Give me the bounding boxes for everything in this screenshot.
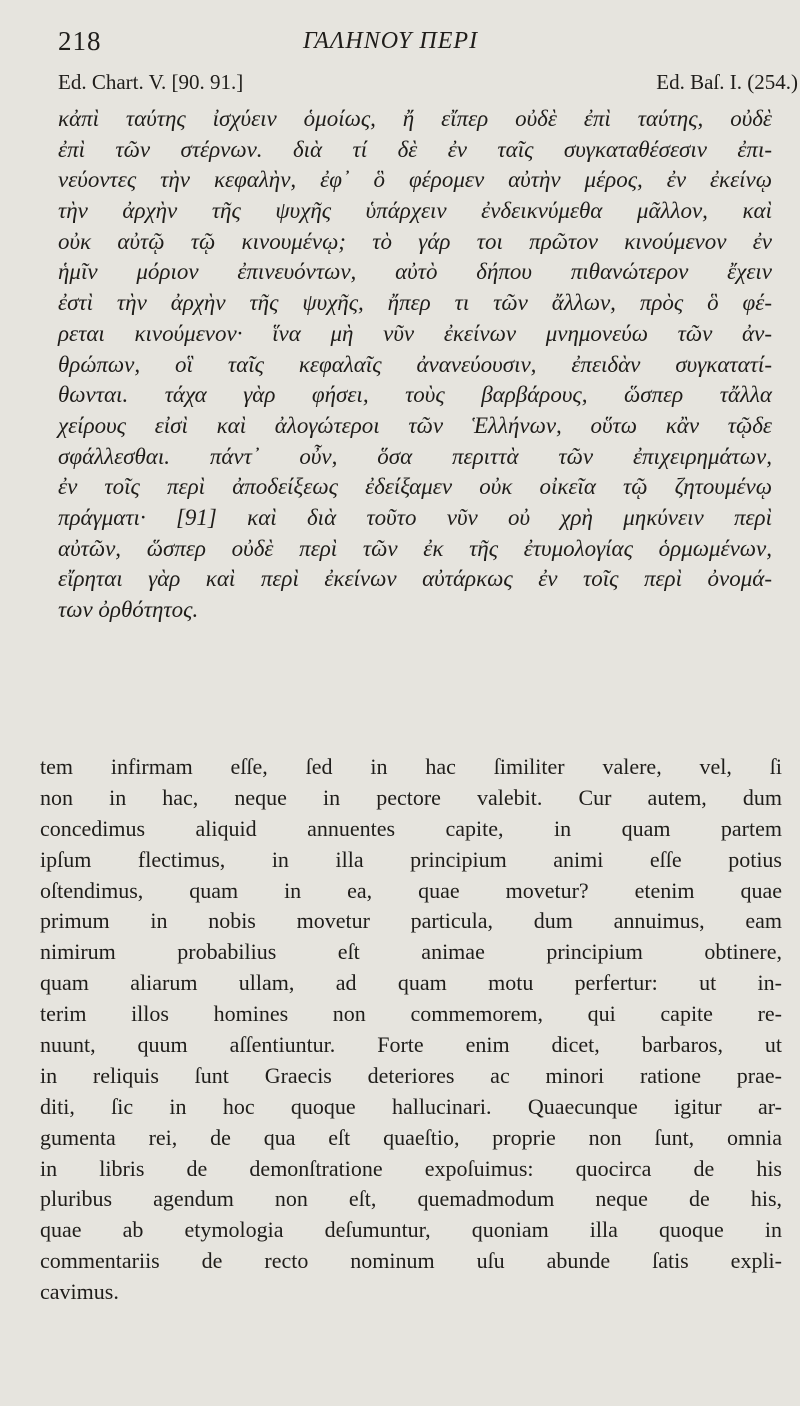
latin-line: quam aliarum ullam, ad quam motu perfertur: ut in- [40,970,782,996]
edition-ref-basel: Ed. Baſ. I. (254.) [656,70,798,94]
greek-line: ἐστὶ τὴν ἀρχὴν τῆς ψυχῆς, ἤπερ τι τῶν ἄλλων, πρὸς ὃ φέ- [58,290,772,316]
greek-line: εἴρηται γὰρ καὶ περὶ ἐκείνων αὐτάρκως ἐν τοῖς περὶ ὀνομά- [58,566,772,592]
latin-line: primum in nobis movetur particula, dum annuimus, eam [40,908,782,934]
latin-line: in reliquis ſunt Graecis deteriores ac minori ratione prae- [40,1062,782,1088]
latin-line: gumenta rei, de qua eſt quaeſtio, proprie non ſunt, omnia [40,1124,782,1150]
greek-line: ἐν τοῖς περὶ ἀποδείξεως ἐδείξαμεν οὐκ οἰκεῖα τῷ ζητουμένῳ [58,474,772,500]
latin-line: diti, ſic in hoc quoque hallucinari. Quaecunque igitur ar- [40,1093,782,1119]
greek-line: των ὀρθότητος. [58,597,199,622]
running-header [58,26,764,62]
greek-line: ρεται κινούμενον· ἵνα μὴ νῦν ἐκείνων μνημονεύω τῶν ἀν- [58,320,772,346]
latin-line: tem infirmam eſſe, ſed in hac ſimiliter valere, vel, ſi [40,754,782,779]
running-title: ΓΑΛΗΝΟΥ ΠΕΡΙ [303,28,479,54]
latin-line: nuunt, quum aſſentiuntur. Forte enim dicet, barbaros, ut [40,1032,782,1058]
latin-line: cavimus. [40,1279,119,1305]
greek-line: ἐπὶ τῶν στέρνων. διὰ τί δὲ ἐν ταῖς συγκαταθέσεσιν ἐπι- [58,136,772,162]
latin-line: in libris de demonſtratione expoſuimus: quocirca de his [40,1155,782,1181]
greek-line: θρώπων, οἳ ταῖς κεφαλαῖς ἀνανεύουσιν, ἐπειδὰν συγκατατί- [58,351,772,377]
greek-line: πράγματι· [91] καὶ διὰ τοῦτο νῦν οὐ χρὴ μηκύνειν περὶ [58,504,772,530]
greek-line: θωνται. τάχα γὰρ φήσει, τοὺς βαρβάρους, ὥσπερ τἄλλα [58,382,772,408]
latin-line: ipſum flectimus, in illa principium animi eſſe potius [40,846,782,872]
greek-line: τὴν ἀρχὴν τῆς ψυχῆς ὑπάρχειν ἐνδεικνύμεθα μᾶλλον, καὶ [58,198,772,224]
greek-line: οὐκ αὐτῷ τῷ κινουμένῳ; τὸ γάρ τοι πρῶτον κινούμενον ἐν [58,228,772,254]
greek-line: κἀπὶ ταύτης ἰσχύειν ὁμοίως, ἤ εἴπερ οὐδὲ ἐπὶ ταύτης, οὐδὲ [58,106,772,131]
latin-line: concedimus aliquid annuentes capite, in quam partem [40,815,782,841]
latin-line: terim illos homines non commemorem, qui capite re- [40,1001,782,1027]
latin-line: oſtendimus, quam in ea, quae movetur? etenim quae [40,877,782,903]
latin-line: nimirum probabilius eſt animae principium obtinere, [40,939,782,965]
greek-line: ἡμῖν μόριον ἐπινευόντων, αὐτὸ δήπου πιθανώτερον ἔχειν [58,259,772,285]
latin-line: commentariis de recto nominum uſu abunde ſatis expli- [40,1248,782,1274]
greek-text-block [58,104,772,626]
greek-line: χείρους εἰσὶ καὶ ἀλογώτεροι τῶν Ἑλλήνων, οὕτω κἂν τῷδε [58,412,772,438]
page-number: 218 [58,26,102,56]
greek-line: νεύοντες τὴν κεφαλὴν, ἐφ᾽ ὃ φέρομεν αὐτὴν μέρος, ἐν ἐκείνῳ [58,167,772,193]
edition-ref-chartier: Ed. Chart. V. [90. 91.] [58,70,244,94]
latin-line: quae ab etymologia deſumuntur, quoniam illa quoque in [40,1217,782,1243]
edition-references [58,70,798,100]
latin-line: pluribus agendum non eſt, quemadmodum neque de his, [40,1186,782,1212]
greek-line: σφάλλεσθαι. πάντ᾽ οὖν, ὅσα περιττὰ τῶν ἐπιχειρημάτων, [58,443,772,469]
latin-line: non in hac, neque in pectore valebit. Cur autem, dum [40,784,782,810]
greek-line: αὐτῶν, ὥσπερ οὐδὲ περὶ τῶν ἐκ τῆς ἐτυμολογίας ὁρμωμένων, [58,535,772,561]
latin-text-block [40,752,782,1308]
